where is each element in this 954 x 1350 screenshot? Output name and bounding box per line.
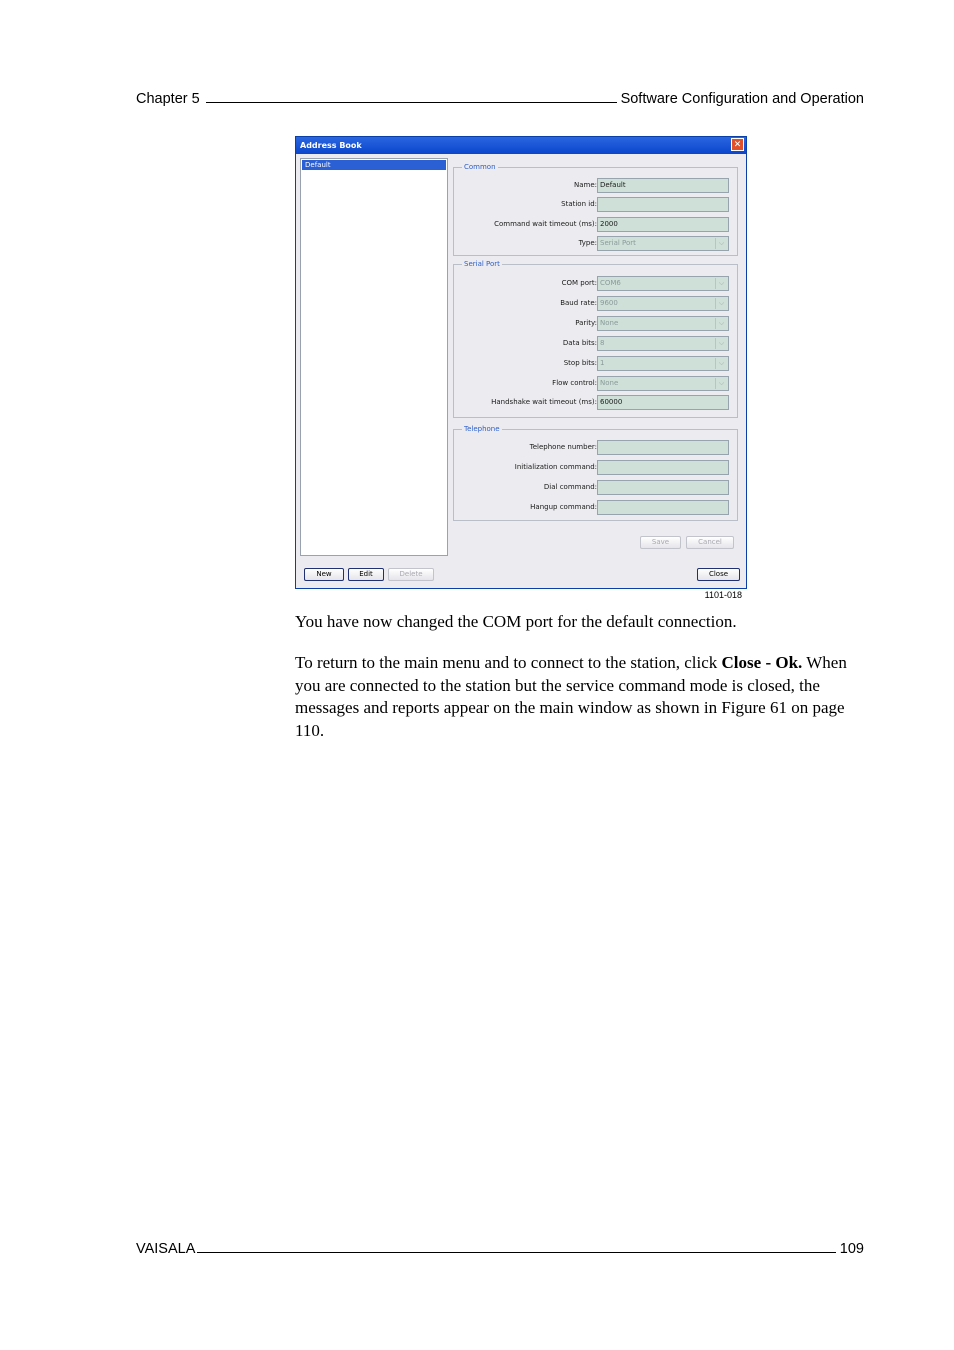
list-item-default[interactable]: Default: [302, 160, 446, 170]
baud-rate-label: Baud rate:: [560, 299, 597, 307]
chevron-down-icon[interactable]: ⌵: [715, 358, 727, 369]
baud-rate-value: 9600: [600, 299, 618, 307]
save-button[interactable]: Save: [640, 536, 681, 549]
parity-value: None: [600, 319, 619, 327]
header-rule: [206, 101, 617, 103]
connection-list[interactable]: [300, 158, 448, 556]
stop-bits-row: [454, 356, 737, 371]
paragraph-2-text-a: To return to the main menu and to connect to the station, click: [295, 653, 722, 672]
handshake-timeout-label: Handshake wait timeout (ms):: [491, 398, 597, 406]
com-port-select[interactable]: [597, 276, 729, 291]
com-port-label: COM port:: [561, 279, 597, 287]
telephone-number-label: Telephone number:: [529, 443, 597, 451]
hangup-command-field[interactable]: [597, 500, 729, 515]
name-field[interactable]: Default: [597, 178, 729, 193]
edit-button[interactable]: Edit: [348, 568, 384, 581]
common-legend: Common: [464, 163, 496, 171]
type-value: Serial Port: [600, 239, 636, 247]
command-timeout-row: [454, 217, 737, 232]
delete-button[interactable]: Delete: [388, 568, 434, 581]
init-command-field[interactable]: [597, 460, 729, 475]
paragraph-2-bold: Close - Ok.: [721, 653, 803, 672]
station-id-field[interactable]: [597, 197, 729, 212]
name-label: Name:: [573, 181, 597, 189]
chapter-title: Software Configuration and Operation: [620, 91, 864, 107]
command-timeout-field[interactable]: 2000: [597, 217, 729, 232]
name-row: [454, 178, 737, 193]
page-header: [136, 91, 864, 107]
chevron-down-icon[interactable]: ⌵: [715, 318, 727, 329]
hangup-command-label: Hangup command:: [530, 503, 597, 511]
type-select[interactable]: [597, 236, 729, 251]
dial-command-row: [454, 480, 737, 495]
telephone-group: [453, 425, 738, 521]
dial-command-label: Dial command:: [543, 483, 597, 491]
data-bits-select[interactable]: [597, 336, 729, 351]
flow-control-row: [454, 376, 737, 391]
baud-rate-select[interactable]: [597, 296, 729, 311]
data-bits-label: Data bits:: [562, 339, 597, 347]
parity-select[interactable]: [597, 316, 729, 331]
stop-bits-value: 1: [600, 359, 605, 367]
chevron-down-icon[interactable]: ⌵: [715, 378, 727, 389]
handshake-timeout-row: [454, 395, 737, 410]
window-titlebar: [296, 137, 746, 154]
parity-row: [454, 316, 737, 331]
stop-bits-select[interactable]: [597, 356, 729, 371]
baud-rate-row: [454, 296, 737, 311]
data-bits-row: [454, 336, 737, 351]
paragraph-2: [295, 652, 861, 742]
chevron-down-icon[interactable]: ⌵: [715, 298, 727, 309]
serial-port-legend: Serial Port: [464, 260, 500, 268]
dial-command-field[interactable]: [597, 480, 729, 495]
window-close-icon[interactable]: ✕: [731, 138, 744, 151]
paragraph-1: You have now changed the COM port for the default connection.: [295, 612, 737, 631]
close-button[interactable]: Close: [697, 568, 740, 581]
type-label: Type:: [578, 239, 597, 247]
chapter-label: Chapter 5: [136, 91, 200, 107]
command-timeout-label: Command wait timeout (ms):: [494, 220, 597, 228]
telephone-legend: Telephone: [464, 425, 500, 433]
init-command-row: [454, 460, 737, 475]
data-bits-value: 8: [600, 339, 605, 347]
window-title: Address Book: [300, 141, 362, 150]
parity-label: Parity:: [575, 319, 597, 327]
chevron-down-icon[interactable]: ⌵: [715, 238, 727, 249]
station-id-label: Station id:: [561, 200, 597, 208]
chevron-down-icon[interactable]: ⌵: [715, 338, 727, 349]
telephone-number-row: [454, 440, 737, 455]
chevron-down-icon[interactable]: ⌵: [715, 278, 727, 289]
hangup-command-row: [454, 500, 737, 515]
page-number: 109: [839, 1241, 864, 1257]
flow-control-value: None: [600, 379, 619, 387]
common-group: [453, 163, 738, 256]
com-port-value: COM6: [600, 279, 621, 287]
flow-control-select[interactable]: [597, 376, 729, 391]
address-book-window: [295, 136, 747, 589]
cancel-button[interactable]: Cancel: [686, 536, 734, 549]
flow-control-label: Flow control:: [552, 379, 597, 387]
paragraph-2-text-b: When you are connected to the station but the service command mode is closed, the messages and reports appear on the main window as shown in Figure 61 on page 110.: [295, 653, 847, 740]
stop-bits-label: Stop bits:: [563, 359, 597, 367]
new-button[interactable]: New: [304, 568, 344, 581]
init-command-label: Initialization command:: [514, 463, 597, 471]
station-id-row: [454, 197, 737, 212]
telephone-number-field[interactable]: [597, 440, 729, 455]
footer-rule: [197, 1251, 835, 1253]
figure-id: 1101-018: [704, 590, 742, 600]
type-row: [454, 236, 737, 251]
footer-company: VAISALA: [136, 1241, 196, 1257]
serial-port-group: [453, 260, 738, 418]
page-footer: [136, 1241, 864, 1257]
handshake-timeout-field[interactable]: 60000: [597, 395, 729, 410]
com-port-row: [454, 276, 737, 291]
